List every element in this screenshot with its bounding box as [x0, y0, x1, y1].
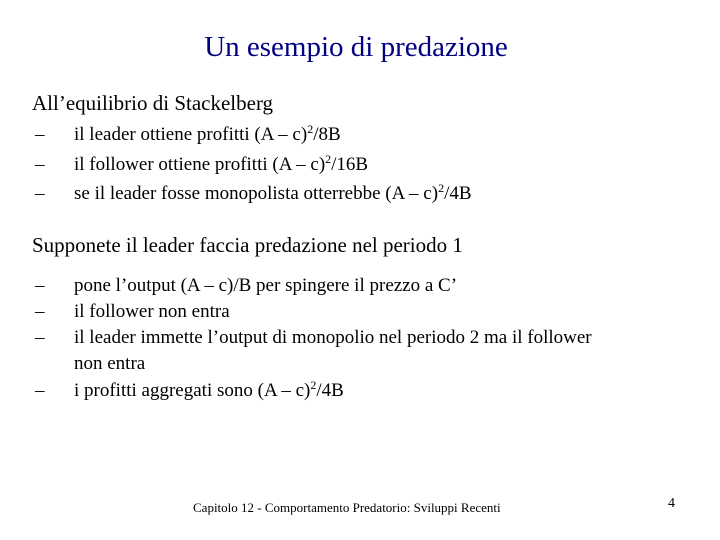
bullet-text: il leader immette l’output di monopolio nel periodo 2 ma il follower: [74, 327, 592, 348]
bullet-dash: –: [35, 380, 45, 401]
exponent: 2: [310, 378, 317, 392]
bullet-text: pone l’output (A – c)/B per spingere il prezzo a C’: [74, 275, 458, 296]
bullet-dash: –: [35, 124, 45, 145]
bullet-item: [35, 380, 344, 402]
page-number: 4: [668, 496, 675, 511]
bullet-text: i profitti aggregati sono (A – c): [74, 380, 311, 401]
slide-footer: Capitolo 12 - Comportamento Predatorio: Sviluppi Recenti: [193, 500, 501, 515]
section-heading-predazione: Supponete il leader faccia predazione nel periodo 1: [32, 233, 463, 257]
bullet-text: se il leader fosse monopolista otterrebbe (A – c): [74, 183, 439, 204]
bullet-text-suffix: /4B: [316, 380, 344, 401]
bullet-item: [35, 183, 472, 205]
bullet-text: il leader ottiene profitti (A – c): [74, 124, 308, 145]
exponent: 2: [325, 152, 332, 166]
bullet-dash: –: [35, 275, 45, 296]
bullet-dash: –: [35, 327, 45, 348]
slide-title: Un esempio di predazione: [204, 31, 508, 63]
bullet-text: il follower non entra: [74, 301, 230, 322]
bullet-item: [35, 327, 592, 349]
exponent: 2: [307, 122, 314, 136]
bullet-continuation: non entra: [74, 353, 146, 374]
exponent: 2: [438, 181, 445, 195]
section-heading-stackelberg: All’equilibrio di Stackelberg: [32, 91, 274, 115]
bullet-item: [35, 301, 230, 323]
bullet-text-suffix: /16B: [331, 154, 369, 175]
bullet-text-suffix: /4B: [444, 183, 472, 204]
bullet-item: [35, 124, 341, 146]
bullet-dash: –: [35, 154, 45, 175]
bullet-text-suffix: /8B: [313, 124, 341, 145]
bullet-text: il follower ottiene profitti (A – c): [74, 154, 326, 175]
bullet-dash: –: [35, 183, 45, 204]
bullet-item: [35, 154, 368, 176]
bullet-item: [35, 275, 457, 297]
bullet-dash: –: [35, 301, 45, 322]
